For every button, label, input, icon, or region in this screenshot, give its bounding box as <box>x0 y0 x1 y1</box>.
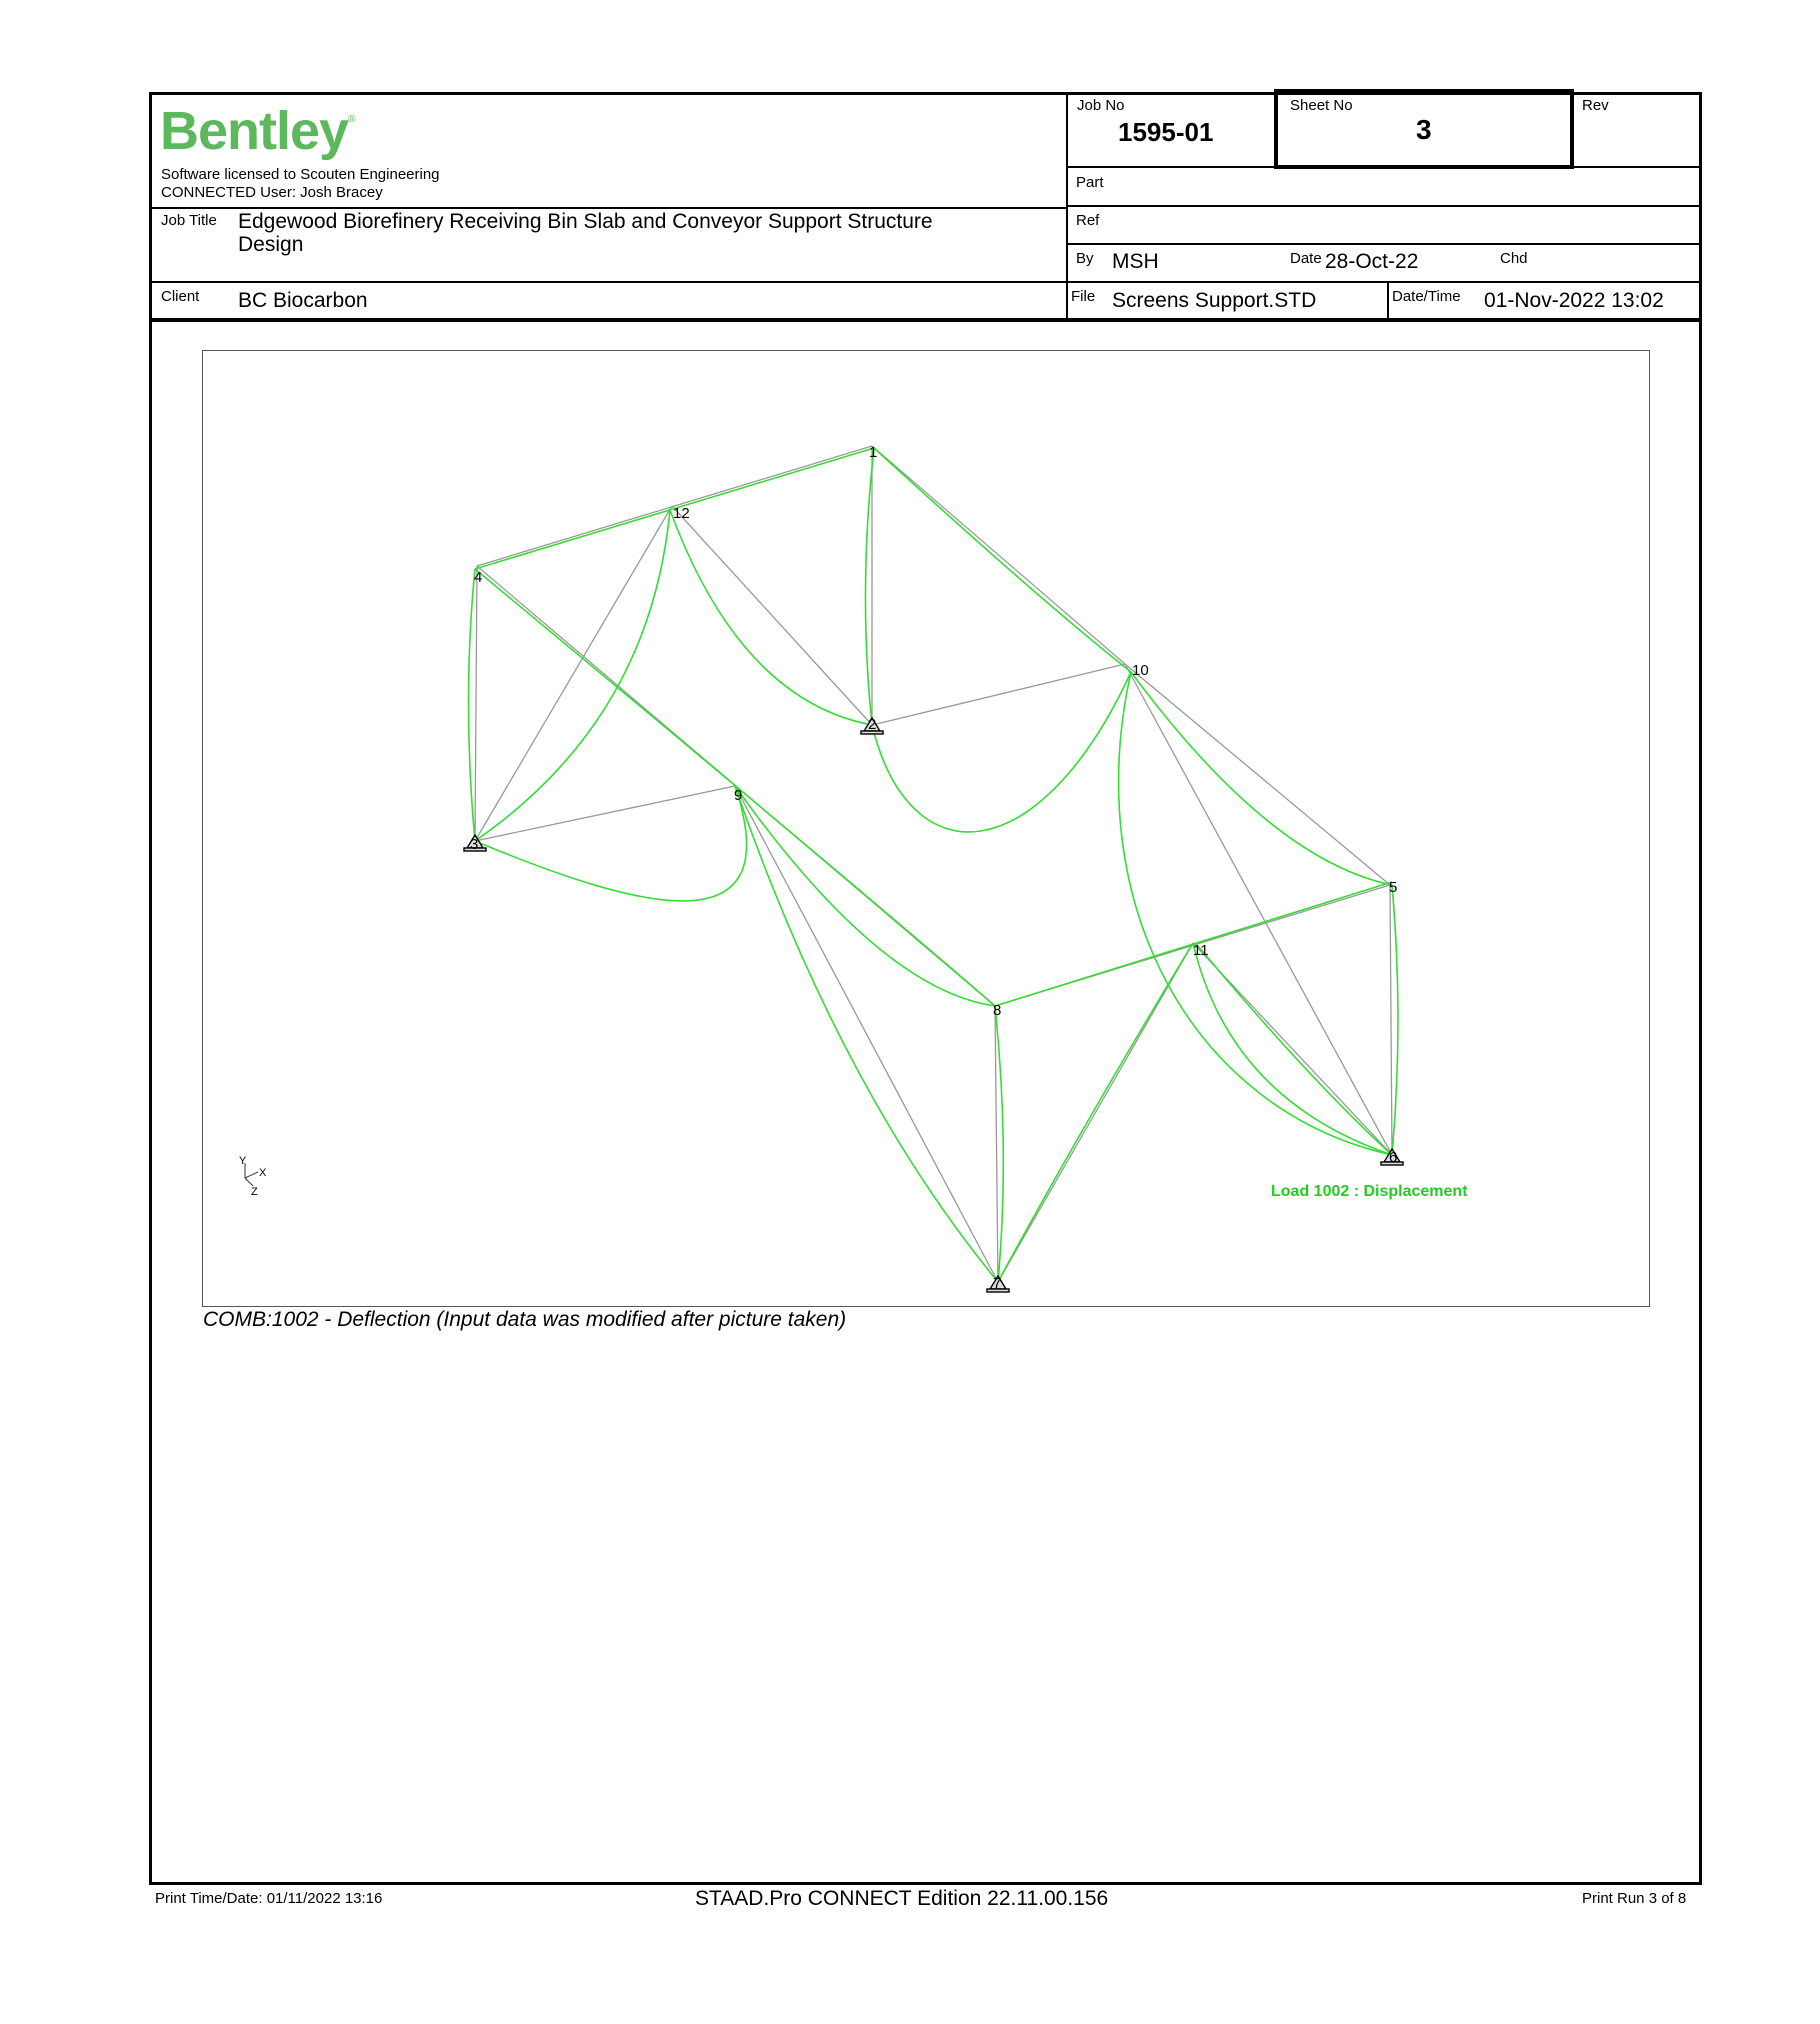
original-members <box>475 446 1392 1282</box>
node-label: 2 <box>868 716 877 733</box>
node-label: 7 <box>993 1275 1002 1292</box>
node-label: 12 <box>673 505 690 522</box>
date-label: Date <box>1290 250 1322 267</box>
axis-z-label: Z <box>251 1186 258 1198</box>
print-time: Print Time/Date: 01/11/2022 13:16 <box>155 1890 383 1907</box>
node-label: 1 <box>869 444 878 461</box>
datetime-label: Date/Time <box>1392 288 1461 305</box>
job-no-label: Job No <box>1077 97 1125 114</box>
date-value: 28-Oct-22 <box>1325 250 1419 273</box>
axis-y-label: Y <box>239 1155 247 1167</box>
supports <box>464 718 1403 1292</box>
file-label: File <box>1071 288 1096 305</box>
node-label: 10 <box>1132 662 1149 679</box>
job-title-line2: Design <box>238 233 304 256</box>
by-label: By <box>1076 250 1094 267</box>
node-label: 8 <box>993 1002 1002 1019</box>
part-label: Part <box>1076 174 1104 191</box>
print-run: Print Run 3 of 8 <box>1582 1890 1687 1907</box>
rev-label: Rev <box>1582 97 1609 114</box>
license-line: Software licensed to Scouten Engineering <box>161 166 440 183</box>
file-value: Screens Support.STD <box>1112 289 1317 312</box>
user-line: CONNECTED User: Josh Bracey <box>161 184 383 201</box>
node-label: 3 <box>470 836 479 853</box>
axis-x-label: X <box>259 1167 267 1179</box>
node-label: 11 <box>1193 942 1209 959</box>
figure-caption: COMB:1002 - Deflection (Input data was modified after picture taken) <box>203 1308 847 1331</box>
sheet-no-label: Sheet No <box>1290 97 1353 114</box>
job-no-value: 1595-01 <box>1118 117 1214 147</box>
software-version: STAAD.Pro CONNECT Edition 22.11.00.156 <box>695 1887 1109 1910</box>
node-label: 5 <box>1389 879 1398 896</box>
client-label: Client <box>161 288 200 305</box>
bentley-logo: Bentley® <box>160 101 355 161</box>
datetime-value: 01-Nov-2022 13:02 <box>1484 289 1664 312</box>
chd-label: Chd <box>1500 250 1528 267</box>
node-label: 6 <box>1389 1149 1398 1166</box>
node-label: 4 <box>474 569 483 586</box>
job-title-line1: Edgewood Biorefinery Receiving Bin Slab and Conveyor Support Structure <box>238 210 933 233</box>
sheet-no-value: 3 <box>1416 114 1432 145</box>
deflected-shape <box>469 448 1399 1282</box>
client-value: BC Biocarbon <box>238 289 368 312</box>
axis-triad <box>245 1163 258 1186</box>
by-value: MSH <box>1112 250 1159 273</box>
node-label: 9 <box>734 787 743 804</box>
job-title-label: Job Title <box>161 212 217 229</box>
ref-label: Ref <box>1076 212 1100 229</box>
load-label: Load 1002 : Displacement <box>1271 1183 1468 1200</box>
